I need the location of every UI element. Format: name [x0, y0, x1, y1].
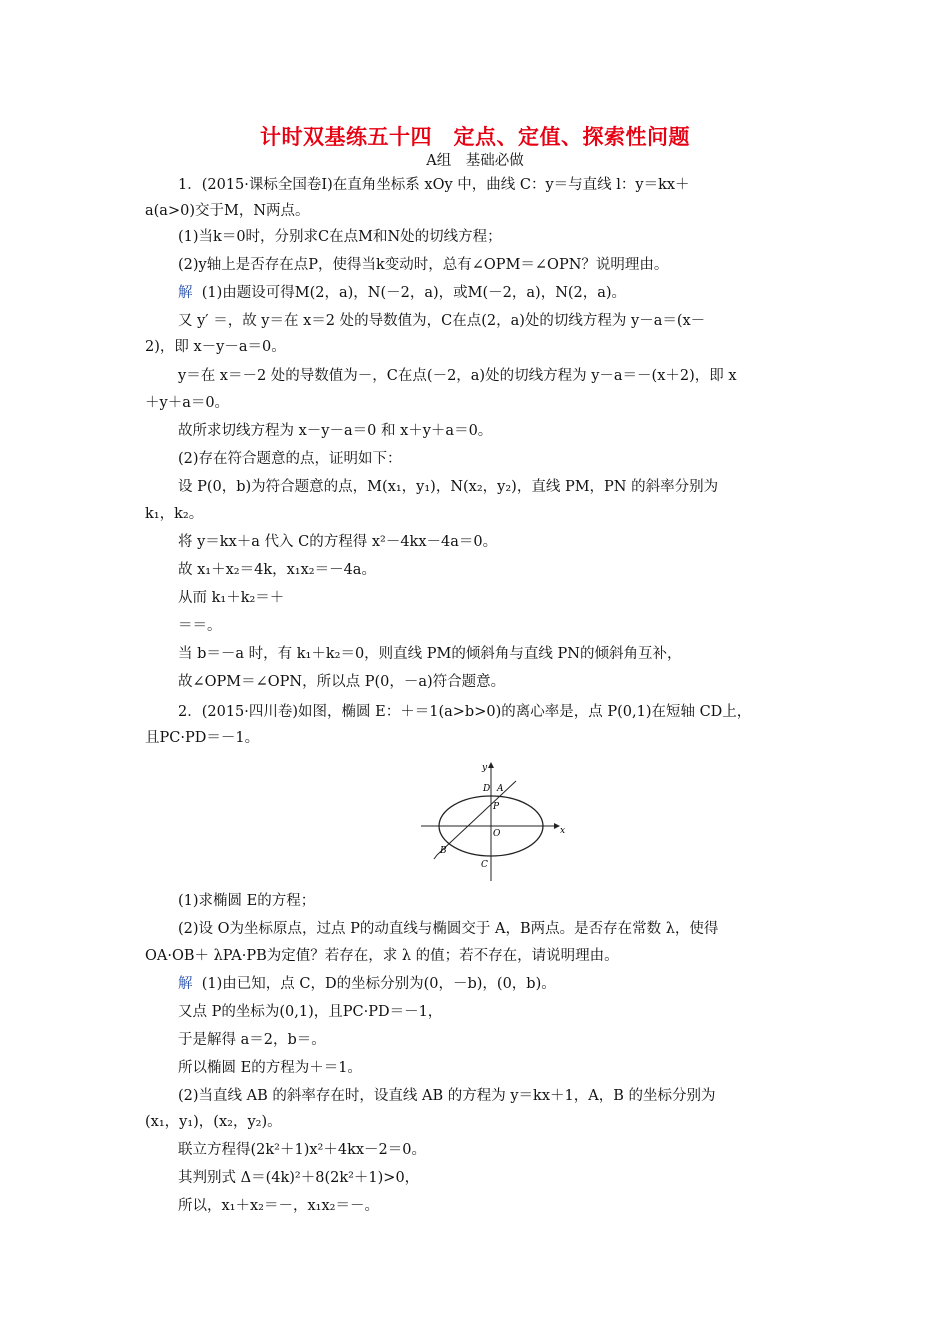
text-line: (1)由题设可得M(2，a)，N(－2，a)，或M(－2，a)，N(2，a)。 — [201, 285, 627, 301]
text-line: a(a>0)交于M，N两点。 — [145, 203, 310, 219]
text-line: (x₁，y₁)，(x₂，y₂)。 — [145, 1114, 282, 1130]
text-line: 故∠OPM＝∠OPN，所以点 P(0，－a)符合题意。 — [178, 674, 506, 690]
text-line: 从而 k₁＋k₂＝＋ — [178, 590, 285, 606]
label-p: P — [493, 802, 500, 812]
label-o: O — [493, 829, 501, 839]
text-line: 其判别式 Δ＝(4k)²＋8(2k²＋1)>0， — [178, 1170, 420, 1186]
text-line: k₁，k₂。 — [145, 506, 204, 522]
text-line: (1)当k＝0时，分别求C在点M和N处的切线方程； — [178, 229, 502, 245]
ellipse-diagram — [419, 757, 569, 883]
text-line: (1)求椭圆 E的方程； — [178, 893, 316, 909]
solution-marker: 解 — [178, 285, 193, 301]
chord-line-ext — [434, 855, 437, 859]
text-line: 所以，x₁＋x₂＝－，x₁x₂＝－。 — [178, 1198, 379, 1214]
label-d: D — [483, 784, 491, 794]
text-line: (2)y轴上是否存在点P，使得当k变动时，总有∠OPM＝∠OPN？说明理由。 — [178, 257, 669, 273]
label-b: B — [440, 846, 447, 856]
text-line: 将 y＝kx＋a 代入 C的方程得 x²－4kx－4a＝0。 — [178, 534, 498, 550]
text-line: 且PC·PD＝－1。 — [145, 730, 260, 746]
solution-line — [178, 283, 626, 303]
text-line: ＋y＋a＝0。 — [145, 395, 230, 411]
label-a: A — [497, 784, 504, 794]
solution-marker: 解 — [178, 976, 193, 992]
text-line: 当 b＝－a 时，有 k₁＋k₂＝0，则直线 PM的倾斜角与直线 PN的倾斜角互补， — [178, 646, 682, 662]
text-line: 又 y′ ＝，故 y＝在 x＝2 处的导数值为，C在点(2，a)处的切线方程为 y－a＝(x－ — [178, 313, 706, 329]
text-line: 故所求切线方程为 x－y－a＝0 和 x＋y＋a＝0。 — [178, 423, 493, 439]
text-line: 于是解得 a＝2，b＝。 — [178, 1032, 326, 1048]
text-line: (2)设 O为坐标原点，过点 P的动直线与椭圆交于 A，B两点。是否存在常数 λ，使得 — [178, 921, 719, 937]
chord-line — [437, 781, 516, 855]
solution-line — [178, 974, 556, 994]
page-title: 计时双基练五十四 定点、定值、探索性问题 — [260, 125, 690, 149]
text-line: 联立方程得(2k²＋1)x²＋4kx－2＝0。 — [178, 1142, 426, 1158]
text-line: 1．(2015·课标全国卷Ⅰ)在直角坐标系 xOy 中，曲线 C：y＝与直线 l：y＝kx＋ — [178, 177, 690, 193]
text-line: y＝在 x＝－2 处的导数值为－，C在点(－2，a)处的切线方程为 y－a＝－(x＋2)，即 x — [178, 368, 737, 384]
text-line: 2．(2015·四川卷)如图，椭圆 E：＋＝1(a>b>0)的离心率是，点 P(0,1)在短轴 CD上， — [178, 704, 752, 720]
label-c: C — [481, 860, 488, 870]
text-line: ＝＝。 — [178, 618, 222, 634]
text-line: 所以椭圆 E的方程为＋＝1。 — [178, 1060, 362, 1076]
text-line: 2)，即 x－y－a＝0。 — [145, 339, 286, 355]
text-line: OA·OB＋ λPA·PB为定值？若存在，求 λ 的值；若不存在，请说明理由。 — [145, 948, 619, 964]
text-line: (2)当直线 AB 的斜率存在时，设直线 AB 的方程为 y＝kx＋1，A，B 的坐标分别为 — [178, 1088, 716, 1104]
text-line: 设 P(0，b)为符合题意的点，M(x₁，y₁)，N(x₂，y₂)，直线 PM，PN 的斜率分别为 — [178, 479, 719, 495]
text-line: (2)存在符合题意的点，证明如下： — [178, 451, 402, 467]
text-line: (1)由已知，点 C，D的坐标分别为(0，－b)，(0，b)。 — [201, 976, 556, 992]
label-x: x — [560, 826, 566, 836]
label-y: y — [482, 763, 488, 773]
text-line: 又点 P的坐标为(0,1)，且PC·PD＝－1， — [178, 1004, 443, 1020]
group-heading: A组 基础必做 — [426, 153, 524, 169]
text-line: 故 x₁＋x₂＝4k，x₁x₂＝－4a。 — [178, 562, 376, 578]
